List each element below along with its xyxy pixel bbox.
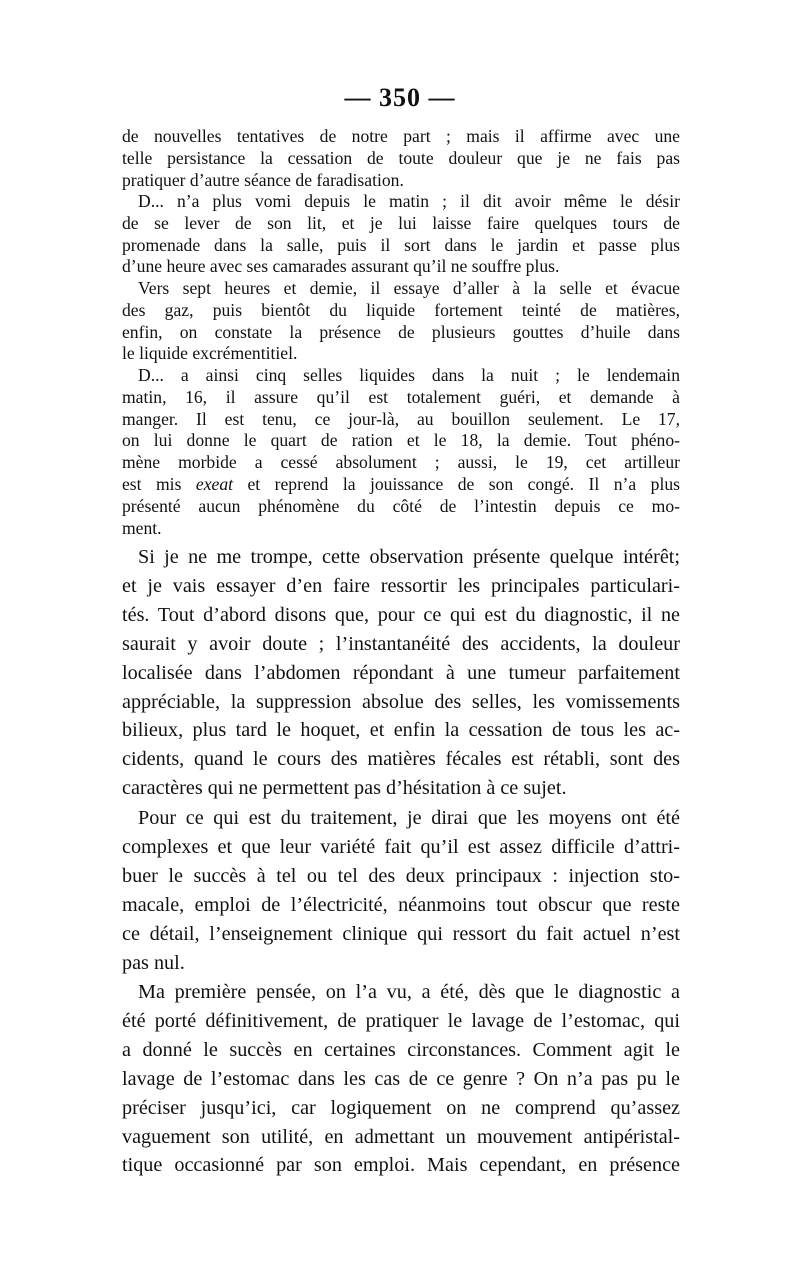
text-line: matin, 16, il assure qu’il est totalement guéri, et demande à (122, 386, 680, 407)
text-line: lavage de l’estomac dans les cas de ce genre ? On n’a pas pu le (122, 1067, 680, 1090)
text-line: ce détail, l’enseignement clinique qui ressort du fait actuel n’est (122, 922, 680, 945)
text-line: a donné le succès en certaines circonstances. Comment agit le (122, 1038, 680, 1061)
paragraph-7 (122, 978, 680, 1180)
text-line: telle persistance la cessation de toute douleur que je ne fais pas (122, 147, 680, 168)
text-line: de se lever de son lit, et je lui laisse faire quelques tours de (122, 212, 680, 233)
text-line: préciser jusqu’ici, car logiquement on ne comprend qu’assez (122, 1096, 680, 1119)
text-line: ment. (122, 517, 162, 538)
text-line: Ma première pensée, on l’a vu, a été, dès que le diagnostic a (138, 981, 680, 1003)
text-line: présenté aucun phénomène du côté de l’intestin depuis ce mo- (122, 495, 680, 516)
paragraph-5 (122, 543, 680, 803)
text-line: été porté définitivement, de pratiquer le lavage de l’estomac, qui (122, 1009, 680, 1032)
text-line: pas nul. (122, 951, 185, 974)
text-line: pratiquer d’autre séance de faradisation. (122, 169, 404, 190)
text-line-with-italic (122, 474, 680, 496)
text-line: complexes et que leur variété fait qu’il est assez difficile d’attri- (122, 835, 680, 858)
text-line: tés. Tout d’abord disons que, pour ce qui est du diagnostic, il ne (122, 603, 680, 626)
text-line: des gaz, puis bientôt du liquide fortement teinté de matières, (122, 299, 680, 320)
text-line: mène morbide a cessé absolument ; aussi, le 19, cet artilleur (122, 452, 680, 473)
paragraph-2 (122, 191, 680, 278)
text-line: saurait y avoir doute ; l’instantanéité des accidents, la douleur (122, 632, 680, 655)
text-line: de nouvelles tentatives de notre part ; mais il affirme avec une (122, 126, 680, 146)
paragraph-3 (122, 278, 680, 365)
text-line: vaguement son utilité, en admettant un mouvement antipéristal- (122, 1125, 680, 1148)
text-line: appréciable, la suppression absolue des selles, les vomissements (122, 690, 680, 713)
text-line: Pour ce qui est du traitement, je dirai que les moyens ont été (138, 807, 680, 829)
text-fragment: est mis (122, 473, 196, 494)
text-line: D... a ainsi cinq selles liquides dans la nuit ; le lendemain (138, 365, 680, 385)
text-line: macale, emploi de l’électricité, néanmoins tout obscur que reste (122, 893, 680, 916)
text-line: manger. Il est tenu, ce jour-là, au bouillon seulement. Le 17, (122, 408, 680, 429)
text-line: Si je ne me trompe, cette observation présente quelque intérêt; (138, 546, 680, 568)
text-line: promenade dans la salle, puis il sort dans le jardin et passe plus (122, 234, 680, 255)
paragraph-4 (122, 365, 680, 539)
text-line: caractères qui ne permettent pas d’hésitation à ce sujet. (122, 777, 567, 800)
text-line: le liquide excrémentitiel. (122, 343, 298, 364)
page-number: — 350 — (344, 83, 456, 112)
text-line: et je vais essayer d’en faire ressortir les principales particulari- (122, 574, 680, 597)
text-line: Vers sept heures et demie, il essaye d’aller à la selle et évacue (138, 278, 680, 298)
paragraph-6 (122, 804, 680, 977)
paragraph-1 (122, 126, 680, 191)
text-line: bilieux, plus tard le hoquet, et enfin la cessation de tous les ac- (122, 719, 680, 742)
text-line: d’une heure avec ses camarades assurant qu’il ne souffre plus. (122, 256, 560, 277)
text-line: D... n’a plus vomi depuis le matin ; il dit avoir même le désir (138, 191, 680, 211)
text-line: enfin, on constate la présence de plusieurs gouttes d’huile dans (122, 321, 680, 342)
text-line: tique occasionné par son emploi. Mais cependant, en présence (122, 1154, 680, 1177)
italic-term: exeat (195, 473, 234, 494)
text-line: cidents, quand le cours des matières fécales est rétabli, sont des (122, 748, 680, 771)
text-fragment: et reprend la jouissance de son congé. Il n’a plus (233, 473, 681, 494)
text-line: localisée dans l’abdomen répondant à une tumeur parfaitement (122, 661, 680, 684)
text-line: buer le succès à tel ou tel des deux principaux : injection sto- (122, 864, 680, 887)
text-line: on lui donne le quart de ration et le 18, la demie. Tout phéno- (122, 430, 680, 451)
